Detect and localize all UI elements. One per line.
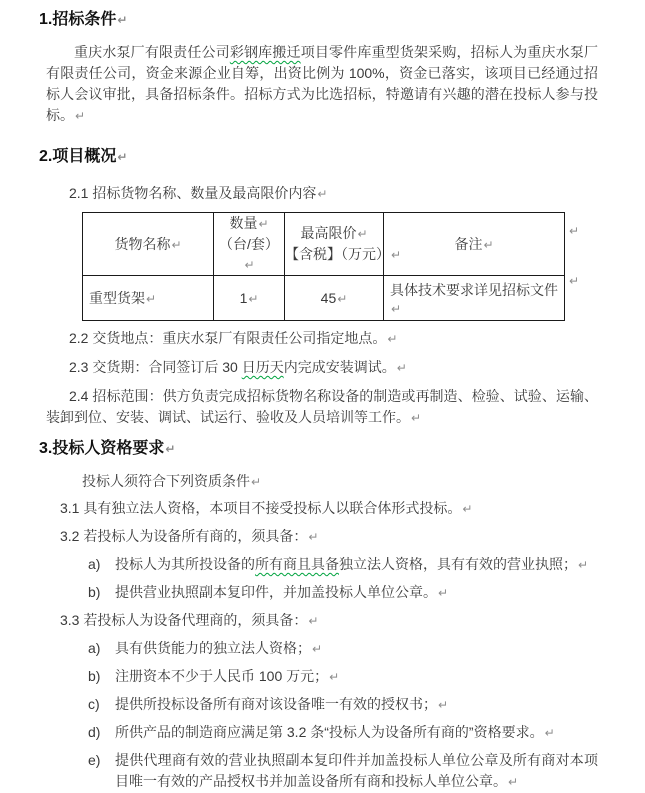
pilcrow-mark: ↵ <box>75 109 86 123</box>
pilcrow-mark: ↵ <box>244 258 255 272</box>
list-item-3-3-c[interactable] <box>88 694 598 716</box>
item-2-2[interactable] <box>46 328 598 350</box>
item-3-3[interactable] <box>60 610 598 632</box>
cell-text: 重型货架 <box>89 290 145 306</box>
pilcrow-mark: ↵ <box>308 530 319 544</box>
paragraph-text: 提供代理商有效的营业执照副本复印件并加盖投标人单位公章及所有商对本项目唯一有效的产品授权书并加盖设备所有商和投标人单位公章。 <box>115 752 598 789</box>
pilcrow-mark: ↵ <box>391 248 402 262</box>
item-3-1[interactable] <box>60 498 598 520</box>
paragraph-text: 提供所投标设备所有商对该设备唯一有效的授权书； <box>115 696 437 712</box>
heading-text: 2.项目概况 <box>39 148 117 165</box>
qualification-intro[interactable] <box>82 471 645 493</box>
spellcheck-flagged-text: 所有商且具备 <box>255 556 339 572</box>
table-data-row <box>83 276 565 321</box>
list-marker: e) <box>88 752 101 768</box>
list-marker: b) <box>88 584 101 600</box>
paragraph-text: 独立法人资格，具有有效的营业执照； <box>339 556 577 572</box>
paragraph-text: 投标人为其所投设备的 <box>115 556 255 572</box>
paragraph-text: 具有供货能力的独立法人资格； <box>115 640 311 656</box>
pilcrow-mark: ↵ <box>387 332 398 346</box>
pilcrow-mark: ↵ <box>438 586 449 600</box>
paragraph-text: 投标人须符合下列资质条件 <box>82 473 250 489</box>
pilcrow-mark: ↵ <box>171 237 182 252</box>
header-text: 【含税】（万元） <box>285 246 390 262</box>
header-cell-max-price[interactable] <box>285 213 402 276</box>
pilcrow-mark: ↵ <box>357 227 368 241</box>
list-marker: a) <box>88 556 101 572</box>
list-item-3-2-b[interactable] <box>88 582 598 604</box>
heading-bidding-conditions[interactable] <box>39 9 645 31</box>
spellcheck-flagged-text: 彩钢库搬迁 <box>229 44 301 60</box>
header-text: 数量 <box>229 215 258 231</box>
pilcrow-mark: ↵ <box>117 150 128 164</box>
pilcrow-mark: ↵ <box>308 614 319 628</box>
list-item-3-2-a[interactable] <box>88 554 598 576</box>
paragraph-text: 3.1 具有独立法人资格，本项目不接受投标人以联合体形式投标。 <box>60 500 462 516</box>
header-cell-remarks[interactable] <box>384 213 565 276</box>
cell-text: 具体技术要求详见招标文件 <box>390 282 558 298</box>
paragraph-bidding-conditions[interactable] <box>46 42 598 127</box>
header-text: （台/套） <box>219 236 279 252</box>
paragraph-text: 3.3 若投标人为设备代理商的，须具备： <box>60 612 308 628</box>
goods-table[interactable] <box>82 212 565 321</box>
paragraph-text: 重庆水泵厂有限责任公司 <box>74 44 230 60</box>
paragraph-text: 2.3 交货期：合同签订后 30 <box>69 359 242 375</box>
list-item-3-3-b[interactable] <box>88 666 598 688</box>
pilcrow-mark: ↵ <box>544 726 555 740</box>
item-2-3[interactable] <box>46 357 598 379</box>
cell-remarks[interactable] <box>384 276 565 321</box>
header-text: 备注 <box>454 235 483 252</box>
list-item-3-3-a[interactable] <box>88 638 598 660</box>
heading-text: 3.投标人资格要求 <box>39 440 165 457</box>
pilcrow-mark: ↵ <box>483 237 494 252</box>
cell-quantity[interactable] <box>214 276 285 321</box>
pilcrow-mark: ↵ <box>117 13 128 27</box>
pilcrow-mark: ↵ <box>391 302 402 316</box>
cell-goods-name[interactable] <box>83 276 214 321</box>
pilcrow-mark: ↵ <box>578 558 589 572</box>
table-header-row <box>83 213 565 276</box>
item-3-2[interactable] <box>60 526 598 548</box>
heading-text: 1.招标条件 <box>39 11 117 28</box>
pilcrow-mark: ↵ <box>329 670 340 684</box>
pilcrow-mark: ↵ <box>258 217 269 231</box>
paragraph-text: 2.2 交货地点：重庆水泵厂有限责任公司指定地点。 <box>69 330 387 346</box>
pilcrow-mark: ↵ <box>438 698 449 712</box>
list-marker: c) <box>88 696 100 712</box>
paragraph-text: 2.1 招标货物名称、数量及最高限价内容 <box>69 185 317 201</box>
pilcrow-mark: ↵ <box>411 411 422 425</box>
row-end-pilcrow-mark: ↵ <box>569 274 580 288</box>
header-text: 货物名称 <box>114 235 171 252</box>
paragraph-text: 注册资本不少于人民币 100 万元； <box>115 668 329 684</box>
cell-max-price[interactable] <box>285 276 384 321</box>
pilcrow-mark: ↵ <box>508 775 519 789</box>
pilcrow-mark: ↵ <box>146 292 157 306</box>
pilcrow-mark: ↵ <box>317 187 328 201</box>
pilcrow-mark: ↵ <box>462 502 473 516</box>
paragraph-text: 3.2 若投标人为设备所有商的，须具备： <box>60 528 308 544</box>
item-2-4[interactable] <box>46 386 598 429</box>
item-2-1[interactable] <box>46 183 598 205</box>
cell-text: 45 <box>320 290 337 306</box>
list-marker: b) <box>88 668 101 684</box>
header-text: 最高限价 <box>300 225 357 241</box>
paragraph-text: 提供营业执照副本复印件，并加盖投标人单位公章。 <box>115 584 437 600</box>
pilcrow-mark: ↵ <box>251 475 262 489</box>
spellcheck-flagged-text: 日历天 <box>241 359 284 375</box>
pilcrow-mark: ↵ <box>337 292 348 306</box>
header-cell-goods-name[interactable] <box>83 213 214 276</box>
pilcrow-mark: ↵ <box>165 442 176 456</box>
row-end-pilcrow-mark: ↵ <box>569 224 580 238</box>
list-marker: a) <box>88 640 101 656</box>
list-item-3-3-e[interactable] <box>88 750 598 793</box>
cell-text: 1 <box>239 290 248 306</box>
heading-project-overview[interactable] <box>39 146 645 168</box>
paragraph-text: 2.4 招标范围：供方负责完成招标货物名称设备的制造或再制造、检验、试验、运输、装卸到位、安装、调试、试运行、验收及人员培训等工作。 <box>46 388 598 425</box>
pilcrow-mark: ↵ <box>312 642 323 656</box>
pilcrow-mark: ↵ <box>248 292 259 306</box>
list-marker: d) <box>88 724 101 740</box>
list-item-3-3-d[interactable] <box>88 722 598 744</box>
header-cell-quantity[interactable] <box>214 213 285 276</box>
paragraph-text: 所供产品的制造商应满足第 3.2 条“投标人为设备所有商的”资格要求。 <box>115 724 544 740</box>
heading-bidder-qualifications[interactable] <box>39 438 645 460</box>
goods-table-wrapper <box>82 212 602 321</box>
pilcrow-mark: ↵ <box>396 361 407 375</box>
paragraph-text: 内完成安装调试。 <box>283 359 396 375</box>
paragraph-text: 项目零件库重型货架采购，招标人为重庆水泵厂有限责任公司，资金来源企业自筹，出资比例为 100%，资金已落实，该项目已经通过招标人会议审批，具备招标条件。招标方式为比选招标，特邀请有兴趣的潜在投标人参与投标。 <box>46 44 599 123</box>
